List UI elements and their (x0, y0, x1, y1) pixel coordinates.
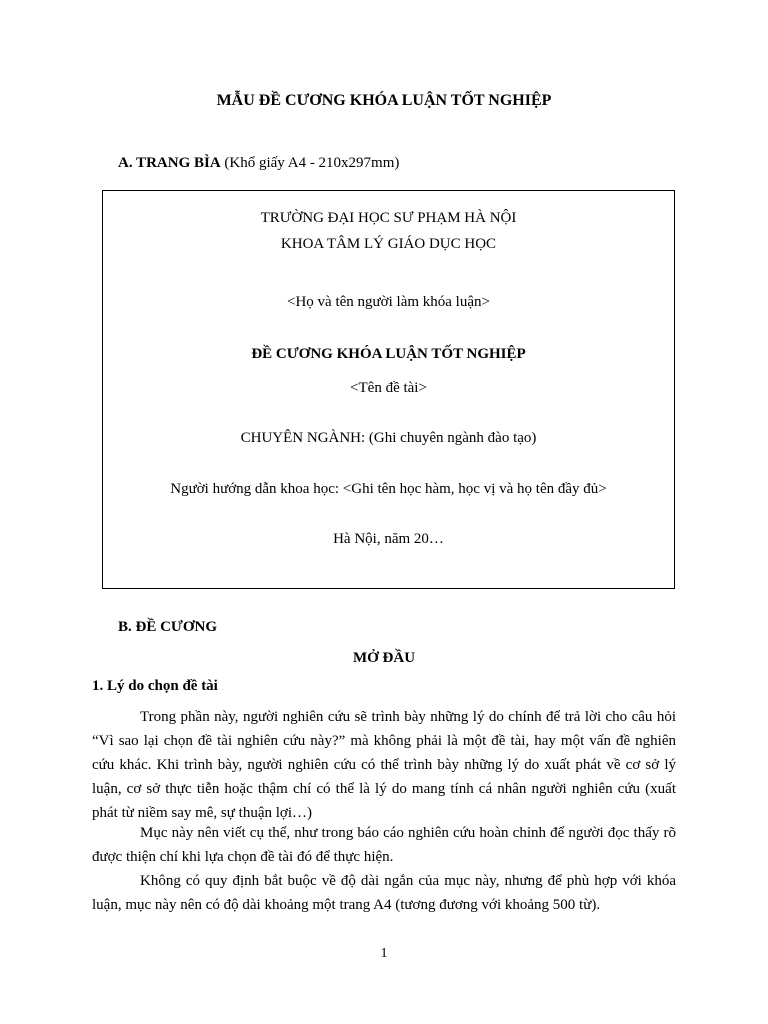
subsection-heading: 1. Lý do chọn đề tài (92, 678, 218, 694)
section-b-label: B. ĐỀ CƯƠNG (118, 619, 218, 635)
cover-university: TRƯỜNG ĐẠI HỌC SƯ PHẠM HÀ NỘI (260, 210, 517, 226)
cover-advisor: Người hướng dẫn khoa học: <Ghi tên học hàm, học vị và họ tên đầy đủ> (170, 481, 607, 497)
cover-faculty: KHOA TÂM LÝ GIÁO DỤC HỌC (280, 236, 497, 252)
cover-major: CHUYÊN NGÀNH: (Ghi chuyên ngành đào tạo) (240, 430, 537, 446)
cover-author: <Họ và tên người làm khóa luận> (287, 294, 490, 310)
cover-topic: <Tên đề tài> (350, 380, 427, 396)
cover-doc-type: ĐỀ CƯƠNG KHÓA LUẬN TỐT NGHIỆP (251, 346, 526, 362)
document-title: MẪU ĐỀ CƯƠNG KHÓA LUẬN TỐT NGHIỆP (216, 92, 552, 109)
body-paragraph: Không có quy định bắt buộc về độ dài ngắn của mục này, nhưng để phù hợp với khóa luận, mục này nên có độ dài khoảng một trang A4 (tương đương với khoảng 500 từ). (92, 873, 676, 913)
body-paragraph: Mục này nên viết cụ thể, như trong báo cáo nghiên cứu hoàn chỉnh để người đọc thấy rõ được thiện chí khi lựa chọn đề tài đó để thực hiện. (92, 825, 676, 865)
cover-page-box (102, 190, 675, 589)
cover-place-year: Hà Nội, năm 20… (333, 531, 444, 547)
introduction-heading: MỞ ĐẦU (352, 650, 416, 666)
body-paragraph: Trong phần này, người nghiên cứu sẽ trình bày những lý do chính để trả lời cho câu hỏi “Vì sao lại chọn đề tài nghiên cứu này?” mà không phải là một đề tài, hay một vấn đề nghiên cứu khác. Khi trình bày, người nghiên cứu có thể trình bày những lý do xuất phát về cơ sở lý luận, cơ sở thực tiễn hoặc thậm chí có thể là lý do mang tính cá nhân người nghiên cứu (xuất phát từ niềm say mê, sự thuận lợi…) (92, 709, 676, 821)
page-number: 1 (380, 946, 388, 961)
section-a-label: A. TRANG BÌA (118, 155, 221, 171)
section-a-note: (Khổ giấy A4 - 210x297mm) (220, 155, 400, 171)
section-a-heading (118, 155, 399, 172)
